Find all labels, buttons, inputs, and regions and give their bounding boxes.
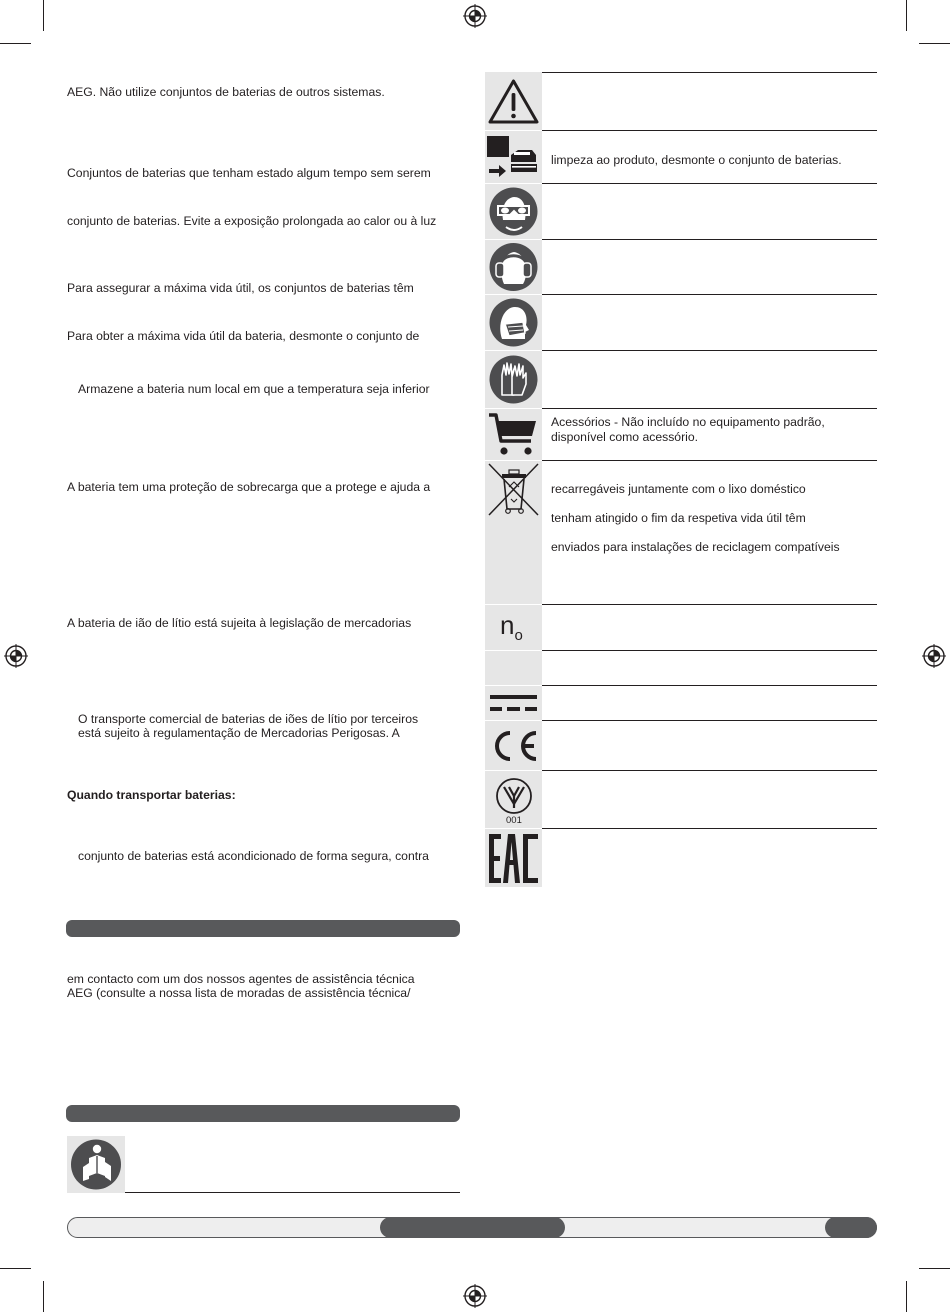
- symbol-cell-dust-mask: [485, 295, 542, 350]
- symbol-cell-ce: [485, 721, 542, 770]
- read-manual-icon-cell: [67, 1136, 125, 1193]
- symbol-cell-accessories: [485, 409, 542, 460]
- symbol-cell-eac: [485, 829, 542, 887]
- table-row-line: [542, 183, 877, 184]
- registration-mark-icon: [922, 644, 946, 668]
- symbol-cell-gloves: [485, 351, 542, 408]
- symbol-text-disposal-line1: recarregáveis juntamente com o lixo doméstico: [551, 482, 806, 496]
- bullet-storage-temperature: Armazene a bateria num local em que a temperatura seja inferior: [78, 382, 430, 396]
- table-row-line: [542, 828, 877, 829]
- paragraph-battery-life: Para assegurar a máxima vida útil, os conjuntos de baterias têm: [67, 281, 414, 295]
- crop-mark: [0, 1268, 31, 1269]
- table-row-line: [542, 685, 877, 686]
- paragraph-heat-exposure: conjunto de baterias. Evite a exposição prolongada ao calor ou à luz: [67, 214, 437, 228]
- symbol-cell-remove-battery: [485, 131, 542, 183]
- symbol-text-disposal-line2: tenham atingido o fim da respetiva vida útil têm: [551, 511, 806, 525]
- table-row-line: [542, 604, 877, 605]
- protective-gloves-icon: [485, 351, 542, 408]
- crop-mark: [919, 43, 950, 44]
- symbol-text-accessories-line1: Acessórios - Não incluído no equipamento padrão,: [551, 415, 825, 429]
- safety-goggles-icon: [485, 184, 542, 239]
- dust-mask-icon: [485, 295, 542, 350]
- crop-mark: [906, 0, 907, 31]
- section-heading-bar: [66, 1105, 460, 1122]
- footer-language-tab: [380, 1217, 565, 1238]
- warning-triangle-icon: [485, 72, 542, 130]
- eac-mark-icon: [485, 829, 542, 887]
- paragraph-battery-systems: AEG. Não utilize conjuntos de baterias de outros sistemas.: [67, 85, 385, 99]
- crop-mark: [919, 1268, 950, 1269]
- remove-battery-icon: [485, 131, 542, 183]
- no-load-speed-icon: [500, 610, 523, 645]
- paragraph-service-line1: em contacto com um dos nossos agentes de assistência técnica: [67, 972, 415, 986]
- paragraph-service-line2: AEG (consulte a nossa lista de moradas de assistência técnica/: [67, 986, 411, 1000]
- registration-mark-icon: [463, 4, 487, 28]
- symbol-cell-ukrainian-conformity: [485, 771, 542, 828]
- table-row-line: [542, 770, 877, 771]
- table-row-line: [542, 650, 877, 651]
- crossed-bin-icon: [485, 461, 542, 517]
- paragraph-lithium-legislation: A bateria de ião de lítio está sujeita à legislação de mercadorias: [67, 616, 412, 630]
- table-row-line: [542, 720, 877, 721]
- direct-current-icon: [485, 686, 542, 720]
- table-row-line: [542, 350, 877, 351]
- crop-mark: [43, 1281, 44, 1312]
- manual-row-line: [125, 1192, 460, 1193]
- symbol-cell-direct-current: [485, 686, 542, 720]
- table-row-line: [542, 460, 877, 461]
- table-row-line: [542, 408, 877, 409]
- paragraph-max-life: Para obter a máxima vida útil da bateria, desmonte o conjunto de: [67, 329, 420, 343]
- no-load-symbol-sub: o: [514, 627, 523, 644]
- symbol-text-accessories-line2: disponível como acessório.: [551, 430, 698, 444]
- shopping-cart-icon: [485, 409, 542, 460]
- registration-mark-icon: [4, 644, 28, 668]
- paragraph-overload-protection: A bateria tem uma proteção de sobrecarga que a protege e ajuda a: [67, 480, 431, 494]
- ukrainian-conformity-code: 001: [506, 815, 522, 826]
- table-top-line: [542, 72, 877, 73]
- bullet-commercial-transport-line1: O transporte comercial de baterias de iões de lítio por terceiros: [78, 712, 419, 726]
- read-manual-icon: [67, 1136, 125, 1193]
- no-load-symbol-main: n: [500, 610, 515, 640]
- crop-mark: [906, 1281, 907, 1312]
- symbol-text-remove-battery: limpeza ao produto, desmonte o conjunto de baterias.: [551, 153, 842, 167]
- crop-mark: [0, 43, 31, 44]
- symbol-cell-no-load-speed: [485, 605, 542, 650]
- crop-mark: [43, 0, 44, 31]
- table-row-line: [542, 239, 877, 240]
- ear-protection-icon: [485, 240, 542, 294]
- symbol-text-disposal-line3: enviados para instalações de reciclagem compatíveis: [551, 540, 840, 554]
- bullet-commercial-transport-line2: está sujeito à regulamentação de Mercadorias Perigosas. A: [78, 726, 400, 740]
- symbol-cell-warning: [485, 72, 542, 130]
- table-row-line: [542, 130, 877, 131]
- section-heading-bar: [66, 920, 460, 937]
- ce-mark-icon: [485, 721, 542, 770]
- footer-page-number-tab: [825, 1217, 877, 1238]
- symbol-cell-ear-protection: [485, 240, 542, 294]
- registration-mark-icon: [463, 1284, 487, 1308]
- paragraph-unused-batteries: Conjuntos de baterias que tenham estado algum tempo sem serem: [67, 166, 431, 180]
- symbol-cell-disposal: [485, 461, 542, 604]
- heading-transport: Quando transportar baterias:: [67, 788, 236, 802]
- table-row-line: [542, 294, 877, 295]
- symbol-cell-goggles: [485, 184, 542, 239]
- symbol-cell-blank: [485, 651, 542, 685]
- bullet-secure-packaging: conjunto de baterias está acondicionado de forma segura, contra: [78, 849, 429, 863]
